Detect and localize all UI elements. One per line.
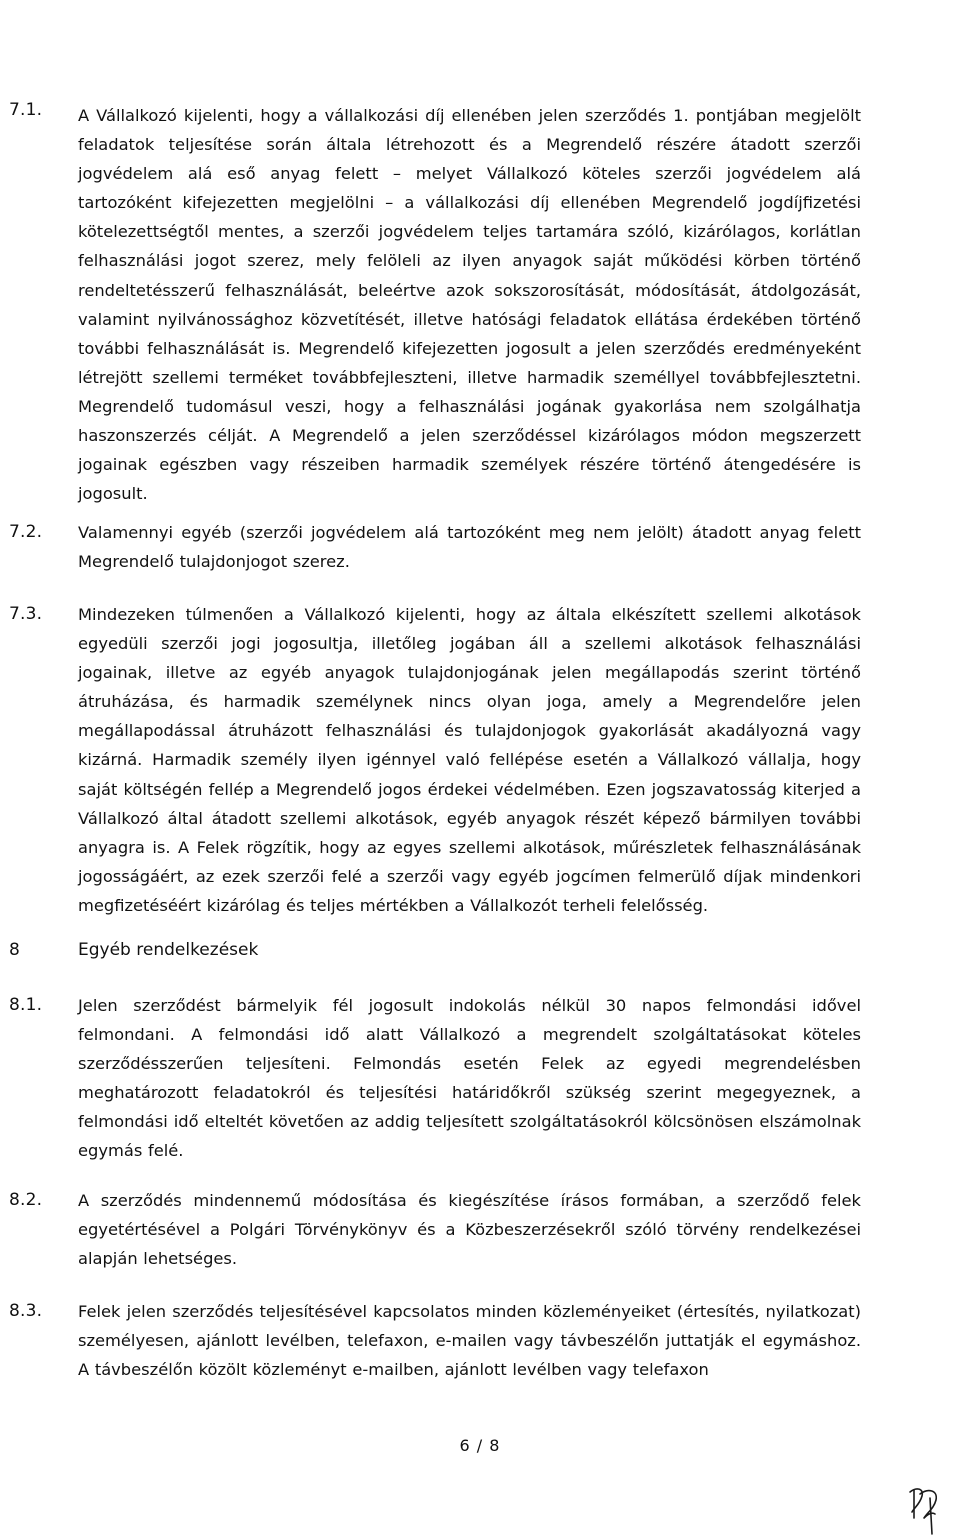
section-title: Egyéb rendelkezések bbox=[78, 940, 259, 960]
clause-number: 8.1. bbox=[9, 995, 43, 1015]
clause-text: Valamennyi egyéb (szerzői jogvédelem alá tartozóként meg nem jelölt) átadott anyag felett Megrendelő tulajdonjogot szerez. bbox=[78, 523, 861, 572]
handwritten-initials bbox=[902, 1478, 948, 1536]
clause-text: Jelen szerződést bármelyik fél jogosult indokolás nélkül 30 napos felmondási idővel felmondani. A felmondási idő alatt Vállalkozó a megrendelt szolgáltatásokat köteles szerződésszerűen teljesíteni. Felmondás esetén Felek az egyedi megrendelésben meghatározott feladatokról és teljesítési határidőkről szükség szerint megegyeznek, a felmondási idő elteltét követően az addig teljesített szolgáltatásokról kölcsönösen elszámolnak egymás felé. bbox=[78, 996, 861, 1161]
clause-text: A Vállalkozó kijelenti, hogy a vállalkozási díj ellenében jelen szerződés 1. pontjában megjelölt feladatok teljesítése során általa létrehozott és a Megrendelő részére átadott szerzői jogvédelem alá eső anyag felett – melyet Vállalkozó köteles szerzői jogvédelem alá tartozóként kifejezetten megjelölni – a vállalkozási díj ellenében Megrendelő jogdíjfizetési kötelezettségtől mentes, a szerzői jogvédelem teljes tartamára szóló, kizárólagos, korlátlan felhasználási jogot szerez, mely felöleli az ilyen anyagok saját működési körben történő rendeltetésszerű felhasználását, beleértve azok sokszorosítását, módosítását, átdolgozását, valamint nyilvánossághoz közvetítését, illetve hatósági feladatok ellátása érdekében történő további felhasználását is. Megrendelő kifejezetten jogosult a jelen szerződés eredményeként létrejött szellemi terméket továbbfejleszteni, illetve harmadik személlyel továbbfejlesztetni. Megrendelő tudomásul veszi, hogy a felhasználási jogának gyakorlása nem szolgálhatja haszonszerzés célját. A Megrendelő a jelen szerződéssel kizárólagos módon megszerzett jogainak egészben vagy részeiben harmadik személyek részére történő átengedésére is jogosult. bbox=[78, 106, 861, 504]
page-number: 6 / 8 bbox=[459, 1436, 501, 1455]
clause-number: 8.2. bbox=[9, 1190, 43, 1210]
clause-number: 7.2. bbox=[9, 522, 43, 542]
section-number: 8 bbox=[9, 940, 21, 960]
clause-number: 7.3. bbox=[9, 604, 43, 624]
clause-number: 7.1. bbox=[9, 100, 43, 120]
clause-text: A szerződés mindennemű módosítása és kiegészítése írásos formában, a szerződő felek egyetértésével a Polgári Törvénykönyv és a Közbeszerzésekről szóló törvény rendelkezései alapján lehetséges. bbox=[78, 1191, 861, 1269]
clause-text: Mindezeken túlmenően a Vállalkozó kijelenti, hogy az általa elkészített szellemi alkotások egyedüli szerzői jogi jogosultja, illetőleg jogában áll a szellemi alkotások felhasználási jogainak, illetve az egyéb anyagok tulajdonjogának jelen megállapodás szerint történő átruházása, és harmadik személynek nincs olyan joga, amely a Megrendelőre jelen megállapodással átruházott felhasználási és tulajdonjogok gyakorlását akadályozná vagy kizárná. Harmadik személy ilyen igénnyel való fellépése esetén a Vállalkozó vállalja, hogy saját költségén fellép a Megrendelő jogos érdekei védelmében. Ezen jogszavatosság kiterjed a Vállalkozó által átadott szellemi alkotások, egyéb anyagok részét képező bármilyen további anyagra is. A Felek rögzítik, hogy az egyes szellemi alkotások, műrészletek felhasználásának jogosságáért, az ezek szerzői felé a szerzői vagy egyéb jogcímen felmerülő díjak mindenkori megfizetéséért kizárólag és teljes mértékben a Vállalkozót terheli felelősség. bbox=[78, 605, 861, 915]
clause-number: 8.3. bbox=[9, 1301, 43, 1321]
clause-text: Felek jelen szerződés teljesítésével kapcsolatos minden közleményeiket (értesítés, nyilatkozat) személyesen, ajánlott levélben, telefaxon, e-mailen vagy távbeszélőn juttatják el egymáshoz. A távbeszélőn közölt közleményt e-mailben, ajánlott levélben vagy telefaxon bbox=[78, 1302, 861, 1380]
